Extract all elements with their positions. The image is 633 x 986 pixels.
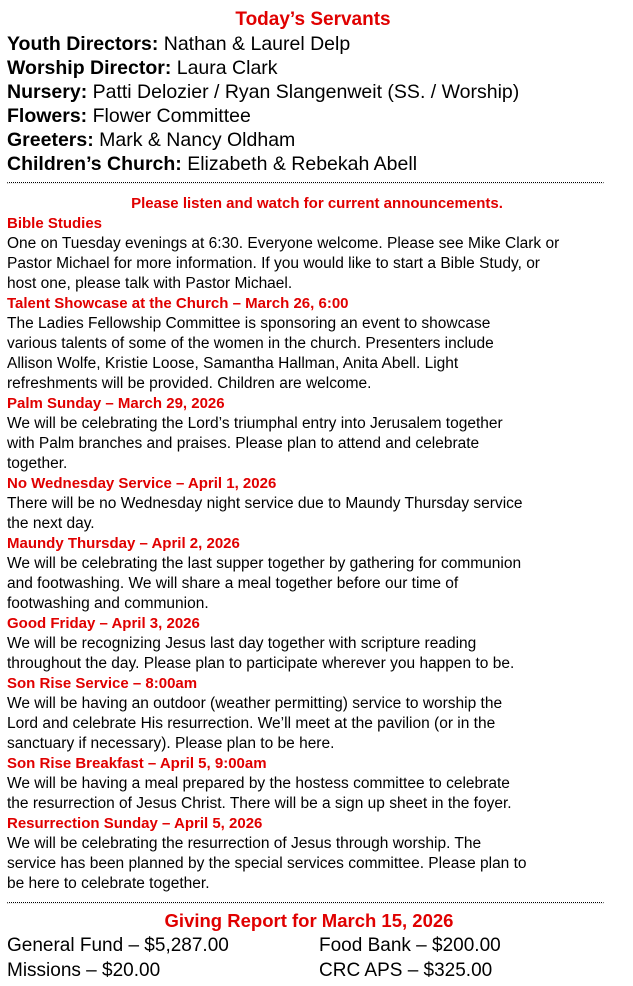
servant-row bbox=[7, 152, 627, 176]
announcement-text: the resurrection of Jesus Christ. There will be a sign up sheet in the foyer. bbox=[7, 795, 512, 812]
announcement-item bbox=[7, 394, 627, 474]
announcement-text: sanctuary if necessary). Please plan to be here. bbox=[7, 735, 335, 752]
announcements-list bbox=[7, 214, 627, 894]
announcement-title: Good Friday – April 3, 2026 bbox=[7, 615, 200, 632]
giving-row bbox=[7, 933, 627, 958]
announcement-item bbox=[7, 754, 627, 814]
announcement-text: We will be having an outdoor (weather permitting) service to worship the bbox=[7, 695, 503, 712]
announcement-text: be here to celebrate together. bbox=[7, 875, 210, 892]
servant-role: Nursery: bbox=[7, 81, 88, 103]
servant-name: Flower Committee bbox=[87, 105, 251, 127]
announcement-text: throughout the day. Please plan to participate wherever you happen to be. bbox=[7, 655, 515, 672]
announcement-title: No Wednesday Service – April 1, 2026 bbox=[7, 475, 277, 492]
announcement-text: We will be having a meal prepared by the hostess committee to celebrate bbox=[7, 775, 510, 792]
announcement-text: We will be celebrating the last supper together by gathering for communion bbox=[7, 555, 522, 572]
announcement-text: service has been planned by the special services committee. Please plan to bbox=[7, 855, 527, 872]
servants-section bbox=[7, 8, 627, 176]
announcement-text: We will be celebrating the resurrection of Jesus through worship. The bbox=[7, 835, 482, 852]
announcement-text: One on Tuesday evenings at 6:30. Everyone welcome. Please see Mike Clark or bbox=[7, 235, 560, 252]
servant-role: Flowers: bbox=[7, 105, 88, 127]
giving-section bbox=[7, 909, 627, 983]
announcement-text: and footwashing. We will share a meal together before our time of bbox=[7, 575, 459, 592]
servant-role: Youth Directors: bbox=[7, 33, 159, 55]
announcement-item bbox=[7, 214, 627, 294]
announcement-title: Maundy Thursday – April 2, 2026 bbox=[7, 535, 240, 552]
announcements-section bbox=[7, 194, 627, 894]
servant-row bbox=[7, 104, 627, 128]
servant-name: Laura Clark bbox=[171, 57, 278, 79]
servant-role: Greeters: bbox=[7, 129, 94, 151]
announcement-text: Allison Wolfe, Kristie Loose, Samantha Hallman, Anita Abell. Light bbox=[7, 355, 459, 372]
announcement-title: Son Rise Service – 8:00am bbox=[7, 675, 198, 692]
announcement-item bbox=[7, 614, 627, 674]
servant-name: Patti Delozier / Ryan Slangenweit (SS. / Worship) bbox=[87, 81, 520, 103]
announcement-text: refreshments will be provided. Children are welcome. bbox=[7, 375, 372, 392]
servant-row bbox=[7, 128, 627, 152]
giving-entry: CRC APS – $325.00 bbox=[319, 960, 493, 981]
announcement-title: Bible Studies bbox=[7, 215, 103, 232]
announcement-text: We will be recognizing Jesus last day together with scripture reading bbox=[7, 635, 477, 652]
servant-row bbox=[7, 56, 627, 80]
announcement-text: There will be no Wednesday night service due to Maundy Thursday service bbox=[7, 495, 523, 512]
dotted-divider bbox=[7, 902, 604, 904]
dotted-divider bbox=[7, 182, 604, 184]
giving-list bbox=[7, 933, 627, 983]
announcement-text: with Palm branches and praises. Please plan to attend and celebrate bbox=[7, 435, 480, 452]
servant-role: Worship Director: bbox=[7, 57, 172, 79]
servants-title: Today’s Servants bbox=[235, 9, 391, 30]
giving-row bbox=[7, 958, 627, 983]
announcement-title: Son Rise Breakfast – April 5, 9:00am bbox=[7, 755, 267, 772]
announcement-title: Resurrection Sunday – April 5, 2026 bbox=[7, 815, 263, 832]
announcement-text: The Ladies Fellowship Committee is sponsoring an event to showcase bbox=[7, 315, 491, 332]
announcements-header: Please listen and watch for current announcements. bbox=[131, 195, 503, 212]
announcement-item bbox=[7, 534, 627, 614]
announcement-text: Lord and celebrate His resurrection. We’ll meet at the pavilion (or in the bbox=[7, 715, 496, 732]
announcement-item bbox=[7, 474, 627, 534]
announcement-text: footwashing and communion. bbox=[7, 595, 209, 612]
announcement-text: We will be celebrating the Lord’s triumphal entry into Jerusalem together bbox=[7, 415, 503, 432]
announcement-title: Palm Sunday – March 29, 2026 bbox=[7, 395, 225, 412]
servant-role: Children’s Church: bbox=[7, 153, 182, 175]
announcement-text: together. bbox=[7, 455, 68, 472]
announcement-text: Pastor Michael for more information. If you would like to start a Bible Study, or bbox=[7, 255, 540, 272]
announcement-item bbox=[7, 294, 627, 394]
servant-name: Elizabeth & Rebekah Abell bbox=[181, 153, 418, 175]
announcement-text: the next day. bbox=[7, 515, 95, 532]
bulletin-page bbox=[7, 8, 627, 983]
servant-row bbox=[7, 80, 627, 104]
servant-name: Nathan & Laurel Delp bbox=[158, 33, 351, 55]
giving-title: Giving Report for March 15, 2026 bbox=[164, 910, 454, 931]
servant-name: Mark & Nancy Oldham bbox=[93, 129, 296, 151]
announcement-title: Talent Showcase at the Church – March 26, 6:00 bbox=[7, 295, 349, 312]
announcement-text: host one, please talk with Pastor Michael. bbox=[7, 275, 293, 292]
servants-list bbox=[7, 32, 627, 176]
servant-row bbox=[7, 32, 627, 56]
giving-entry: General Fund – $5,287.00 bbox=[7, 935, 229, 956]
giving-entry: Missions – $20.00 bbox=[7, 960, 161, 981]
announcement-item bbox=[7, 814, 627, 894]
announcement-item bbox=[7, 674, 627, 754]
announcement-text: various talents of some of the women in the church. Presenters include bbox=[7, 335, 494, 352]
giving-entry: Food Bank – $200.00 bbox=[319, 935, 501, 956]
